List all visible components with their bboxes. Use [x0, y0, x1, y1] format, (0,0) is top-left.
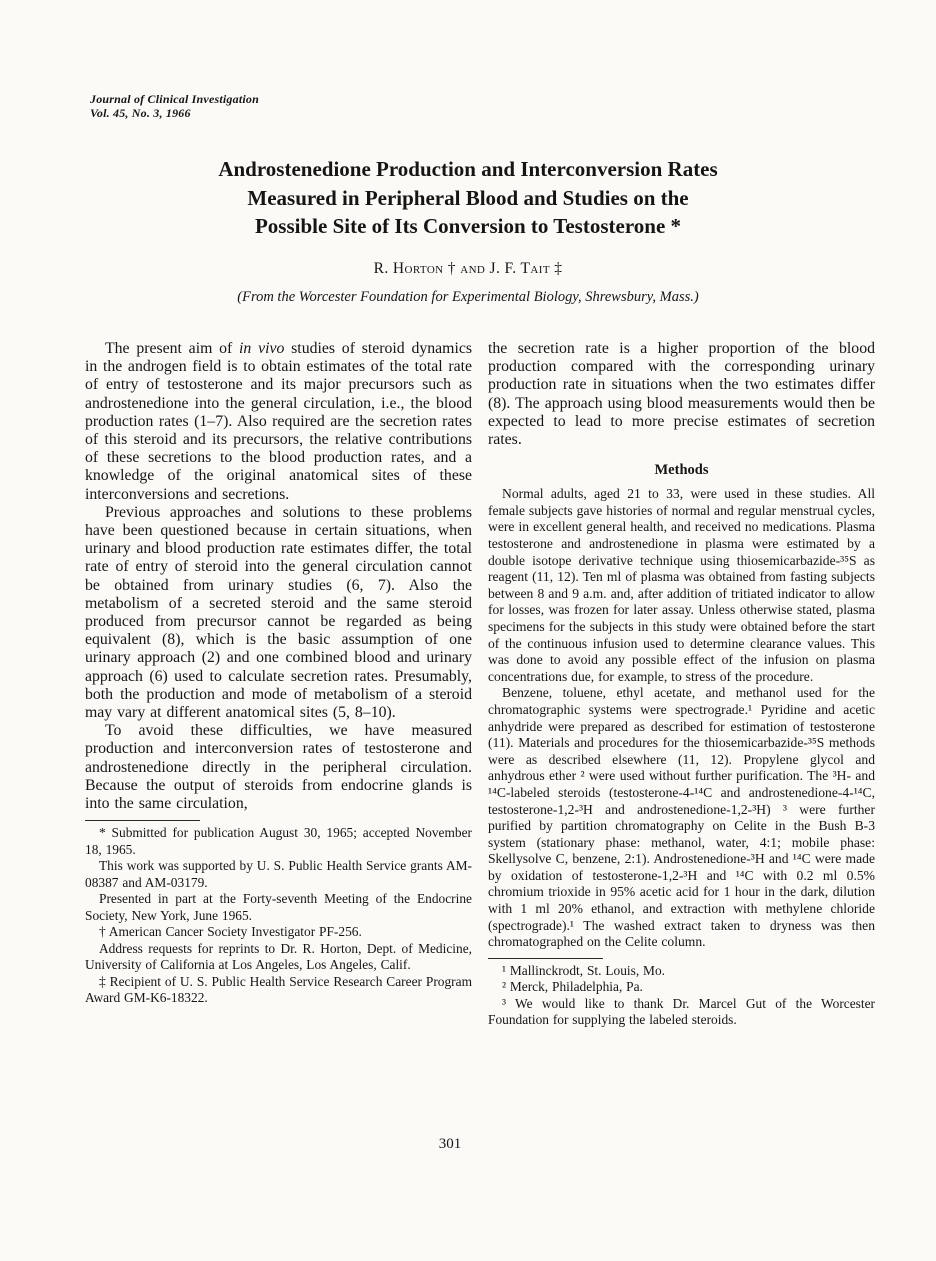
right-footnotes: [488, 963, 875, 1029]
affiliation-line: (From the Worcester Foundation for Experimental Biology, Shrewsbury, Mass.): [237, 289, 699, 305]
left-column: [85, 340, 472, 1029]
right-footnote-rule: [488, 958, 603, 959]
article-title-line-1: Androstenedione Production and Interconversion Rates: [218, 157, 718, 181]
footnote-reprints: Address requests for reprints to Dr. R. Horton, Dept. of Medicine, University of California at Los Angeles, Los Angeles, Calif.: [85, 940, 472, 973]
intro-paragraph-2: Previous approaches and solutions to these problems have been questioned because in certain situations, when urinary and blood production rate estimates differ, the total rate of entry of steroid into the general circulation cannot be obtained from urinary studies (6, 7). Also the metabolism of a secreted steroid and the same steroid produced from precursor cannot be regarded as being equivalent (8), which is the basic assumption of one urinary approach (2) and one combined blood and urinary approach (6) used to calculate secretion rates. Presumably, both the production and mode of metabolism of a steroid may vary at different anatomical sites (5, 8–10).: [85, 503, 472, 722]
footnote-merck: ² Merck, Philadelphia, Pa.: [502, 979, 643, 995]
journal-volume-line: Vol. 45, No. 3, 1966: [90, 106, 191, 120]
methods-paragraph-2: Benzene, toluene, ethyl acetate, and methanol used for the chromatographic systems were spectrograde.¹ Pyridine and acetic anhydride were prepared as described for estimation of testosterone (11). Materials and procedures for the thiosemicarbazide-³⁵S methods were as described elsewhere (11, 12). Propylene glycol and anhydrous ether ² were used without further purification. The ³H- and ¹⁴C-labeled steroids (testosterone-4-¹⁴C and androstenedione-4-¹⁴C, testosterone-1,2-³H and androstenedione-1,2-³H) ³ were further purified by partition chromatography on Celite in the Bush B-3 system (stationary phase: methanol, water, 4:1; mobile phase: Skellysolve C, benzene, 2:1). Androstenedione-³H and ¹⁴C were made by oxidation of testosterone-1,2-³H and ¹⁴C with 0.2 ml 0.5% chromium trioxide in 95% acetic acid for 1 hour in the dark, dilution with 1 ml 20% ethanol, and extraction with methylene chloride (spectrograde).¹ The washed extract taken to dryness was then chromatographed on the Celite column.: [488, 685, 875, 950]
footnote-support: This work was supported by U. S. Public Health Service grants AM-08387 and AM-03179.: [85, 858, 472, 890]
authors-line: R. Horton † and J. F. Tait ‡: [373, 260, 563, 277]
article-title-line-2: Measured in Peripheral Blood and Studies on the: [247, 185, 689, 210]
footnote-mallinckrodt: ¹ Mallinckrodt, St. Louis, Mo.: [502, 962, 665, 978]
footnote-dagger: † American Cancer Society Investigator PF-256.: [99, 924, 362, 940]
intro-paragraph-3: To avoid these difficulties, we have measured production and interconversion rates of testosterone and androstenedione directly in the peripheral circulation. Because the output of steroids from endocrine glands is into the same circulation,: [85, 722, 472, 813]
right-column: [488, 340, 875, 1029]
article-body: [85, 340, 875, 1029]
methods-paragraph-1: Normal adults, aged 21 to 33, were used in these studies. All female subjects gave histories of normal and regular menstrual cycles, were in excellent general health, and received no medications. Plasma testosterone and androstenedione in plasma were estimated by a double isotope derivative technique using thiosemicarbazide-³⁵S as reagent (11, 12). Ten ml of plasma was obtained from fasting subjects between 8 and 9 a.m. and, after addition of tritiated indicator to allow for losses, was frozen for later assay. Unless otherwise stated, plasma specimens for the subjects in this study were obtained before the start of the continuous infusion used to determine clearance values. This was done to avoid any possible effect of the infusion on plasma concentrations due, for example, to stress of the procedure.: [488, 486, 875, 684]
article-title: [0, 155, 936, 241]
intro-paragraph-1: The present aim of in vivo studies of steroid dynamics in the androgen field is to obtain estimates of the total rate of entry of testosterone and its major precursors such as androstenedione into the general circulation, i.e., the blood production rates (1–7). Also required are the secretion rates of this steroid and its precursors, the relative contributions of these secretions to the blood production rates, and a knowledge of the original anatomical sites of these interconversions and secretions.: [85, 340, 473, 503]
left-footnote-rule: [85, 820, 200, 821]
footnote-double-dagger: ‡ Recipient of U. S. Public Health Service Research Career Program Award GM-K6-18322.: [85, 973, 472, 1006]
footnote-submitted: * Submitted for publication August 30, 1965; accepted November 18, 1965.: [85, 825, 472, 857]
page-number: 301: [438, 1136, 462, 1152]
intro-paragraph-continued: the secretion rate is a higher proportion of the blood production compared with the corresponding urinary production rate in situations when the two estimates differ (8). The approach using blood measurements would then be expected to lead to more precise estimates of secretion rates.: [488, 340, 875, 449]
journal-masthead: [90, 92, 259, 120]
methods-heading: Methods: [654, 462, 709, 479]
journal-name: Journal of Clinical Investigation: [90, 92, 259, 106]
article-title-line-3: Possible Site of Its Conversion to Testosterone *: [254, 214, 682, 238]
footnote-gut-thanks: ³ We would like to thank Dr. Marcel Gut of the Worcester Foundation for supplying the labeled steroids.: [488, 995, 875, 1028]
left-footnotes: [85, 825, 472, 1007]
footnote-presented: Presented in part at the Forty-seventh Meeting of the Endocrine Society, New York, June 1965.: [85, 891, 472, 923]
